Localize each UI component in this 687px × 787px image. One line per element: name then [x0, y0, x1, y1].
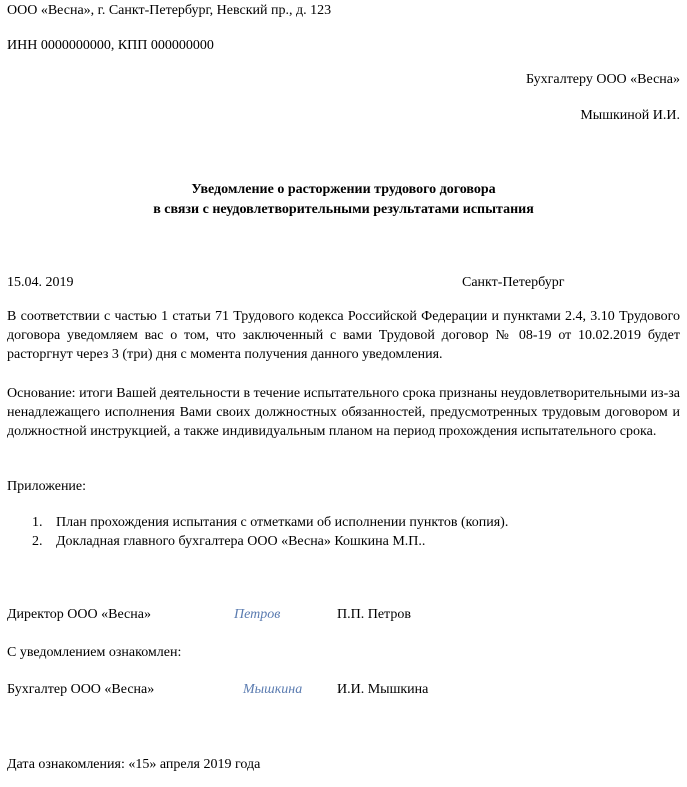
director-name: П.П. Петров: [337, 607, 411, 622]
attachments-heading: Приложение:: [7, 479, 87, 494]
attachment-item-1: [32, 513, 508, 532]
inn-kpp: ИНН 0000000000, КПП 000000000: [7, 38, 214, 53]
attachment-item-2: [32, 532, 425, 551]
attachment-item-number: 2.: [32, 534, 43, 549]
addressee-position: Бухгалтеру ООО «Весна»: [525, 72, 680, 87]
attachment-item-number: 1.: [32, 515, 43, 530]
attachment-item-text: План прохождения испытания с отметками об исполнении пунктов (копия).: [56, 515, 509, 530]
director-signature: Петров: [234, 607, 281, 622]
document-date: 15.04. 2019: [7, 275, 74, 290]
body-paragraph-1: В соответствии с частью 1 статьи 71 Трудового кодекса Российской Федерации и пунктами 2.4, 3.10 Трудового договора уведомляем вас о том, что заключенный с вами Трудовой договор № 08-19 от 10.02.2019 будет расторгнут через 3 (три) дня с момента получения данного уведомления.: [7, 309, 680, 362]
org-address: ООО «Весна», г. Санкт-Петербург, Невский пр., д. 123: [7, 3, 332, 18]
addressee-name: Мышкиной И.И.: [580, 108, 680, 123]
director-position: Директор ООО «Весна»: [7, 607, 151, 622]
employee-position: Бухгалтер ООО «Весна»: [7, 682, 155, 697]
acknowledged-label: С уведомлением ознакомлен:: [7, 645, 182, 660]
document-title-line2: в связи с неудовлетворительными результатами испытания: [153, 202, 534, 217]
attachment-item-text: Докладная главного бухгалтера ООО «Весна» Кошкина М.П..: [56, 534, 426, 549]
body-paragraph-2: Основание: итоги Вашей деятельности в течение испытательного срока признаны неудовлетворительными из-за ненадлежащего исполнения Вами своих должностных обязанностей, предусмотренных трудовым договором и должностной инструкцией, а также индивидуальным планом на период прохождения испытательного срока.: [7, 386, 680, 439]
employee-name: И.И. Мышкина: [337, 682, 429, 697]
document-city: Санкт-Петербург: [462, 275, 565, 290]
employee-signature: Мышкина: [243, 682, 303, 697]
acknowledgement-date: Дата ознакомления: «15» апреля 2019 года: [7, 757, 261, 772]
document-title-line1: Уведомление о расторжении трудового договора: [191, 182, 496, 197]
